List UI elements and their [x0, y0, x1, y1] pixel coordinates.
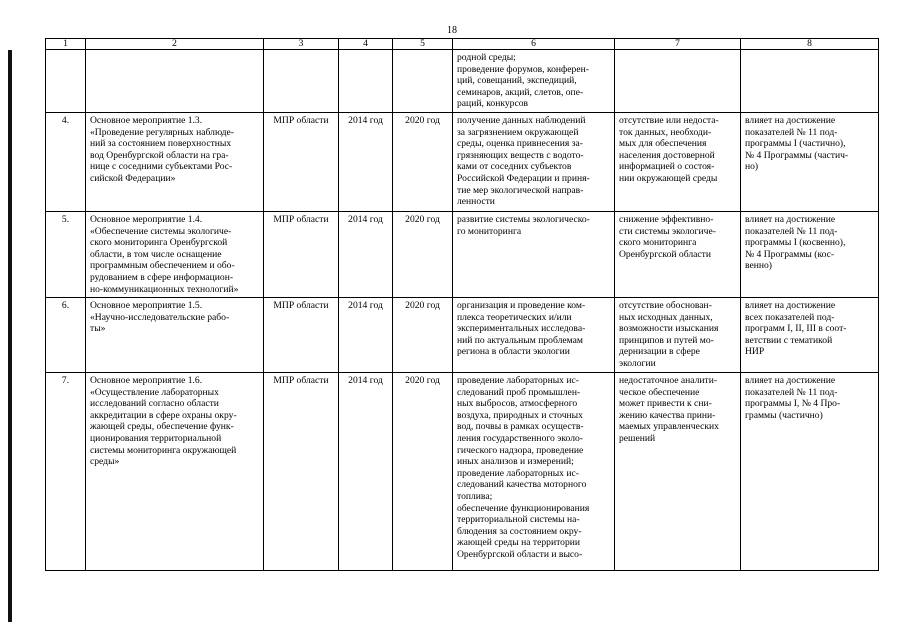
column-header: 6 — [453, 39, 615, 50]
column-header: 8 — [741, 39, 879, 50]
end-year-cell: 2020 год — [393, 298, 453, 373]
end-year-cell: 2020 год — [393, 212, 453, 298]
indicator-link-cell: влияет на достижение показателей № 11 под- программы I (частично), № 4 Программы (частич- но) — [741, 113, 879, 212]
row-number-cell: 5. — [46, 212, 86, 298]
end-year-cell — [393, 50, 453, 113]
activity-cell: Основное мероприятие 1.3. «Проведение регулярных наблюде- ний за состоянием поверхностных вод Оренбургской области на гра- нице с соседними субъектами Рос- сийской Федерации» — [86, 113, 264, 212]
activity-cell: Основное мероприятие 1.4. «Обеспечение системы экологиче- ского мониторинга Оренбургской области, в том числе оснащение программным обеспечением и обо- рудованием в сфере информацион- но-коммуникационных технологий» — [86, 212, 264, 298]
executor-cell — [264, 50, 339, 113]
table-row — [46, 373, 879, 571]
end-year-cell: 2020 год — [393, 113, 453, 212]
table-row — [46, 113, 879, 212]
activity-cell — [86, 50, 264, 113]
start-year-cell — [339, 50, 393, 113]
result-cell: родной среды; проведение форумов, конферен- ций, совещаний, экспедиций, семинаров, акций, слетов, опе- раций, конкурсов — [453, 50, 615, 113]
consequence-cell: отсутствие или недоста- ток данных, необходи- мых для обеспечения населения достоверной информацией о состоя- нии окружающей среды — [615, 113, 741, 212]
consequence-cell — [615, 50, 741, 113]
consequence-cell: снижение эффективно- сти системы экологиче- ского мониторинга Оренбургской области — [615, 212, 741, 298]
column-header: 4 — [339, 39, 393, 50]
consequence-cell: отсутствие обоснован- ных исходных данных, возможности изыскания принципов и путей мо- дернизации в сфере экологии — [615, 298, 741, 373]
start-year-cell: 2014 год — [339, 373, 393, 571]
table-row — [46, 50, 879, 113]
column-header: 1 — [46, 39, 86, 50]
table-row — [46, 298, 879, 373]
activity-cell: Основное мероприятие 1.6. «Осуществление лабораторных исследований согласно области аккредитации в сфере охраны окру- жающей среды, обеспечение функ- ционирования территориальной системы мониторинга окружающей среды» — [86, 373, 264, 571]
result-cell: развитие системы экологическо- го мониторинга — [453, 212, 615, 298]
executor-cell: МПР области — [264, 212, 339, 298]
column-header: 5 — [393, 39, 453, 50]
activities-table — [45, 38, 879, 571]
consequence-cell: недостаточное аналити- ческое обеспечение может привести к сни- жению качества прини- маемых управленческих решений — [615, 373, 741, 571]
row-number-cell: 7. — [46, 373, 86, 571]
indicator-link-cell: влияет на достижение показателей № 11 под- программы I, № 4 Про- граммы (частично) — [741, 373, 879, 571]
executor-cell: МПР области — [264, 373, 339, 571]
end-year-cell: 2020 год — [393, 373, 453, 571]
row-number-cell: 4. — [46, 113, 86, 212]
row-number-cell: 6. — [46, 298, 86, 373]
header-row — [46, 39, 879, 50]
indicator-link-cell — [741, 50, 879, 113]
result-cell: организация и проведение ком- плекса теоретических и/или экспериментальных исследова- ний по актуальным проблемам региона в области экологии — [453, 298, 615, 373]
indicator-link-cell: влияет на достижение показателей № 11 под- программы I (косвенно), № 4 Программы (кос- венно) — [741, 212, 879, 298]
result-cell: проведение лабораторных ис- следований проб промышлен- ных выбросов, атмосферного воздуха, природных и сточных вод, почвы в рамках осуществ- ления государственного эколо- гического надзора, проведение иных анализов и измерений; проведение лабораторных ис- следований качества моторного топлива; обеспечение функционирования территориальной системы на- блюдения за состоянием окру- жающей среды на территории Оренбургской области и высо- — [453, 373, 615, 571]
executor-cell: МПР области — [264, 113, 339, 212]
executor-cell: МПР области — [264, 298, 339, 373]
result-cell: получение данных наблюдений за загрязнением окружающей среды, оценка привнесения за- грязняющих веществ с водото- ками от соседних субъектов Российской Федерации и приня- тие мер экологической направ- ленности — [453, 113, 615, 212]
activity-cell: Основное мероприятие 1.5. «Научно-исследовательские рабо- ты» — [86, 298, 264, 373]
column-header: 7 — [615, 39, 741, 50]
indicator-link-cell: влияет на достижение всех показателей под- программ I, II, III в соот- ветствии с тематикой НИР — [741, 298, 879, 373]
table-row — [46, 212, 879, 298]
column-header: 3 — [264, 39, 339, 50]
scan-edge-bar — [8, 50, 12, 622]
start-year-cell: 2014 год — [339, 298, 393, 373]
column-header: 2 — [86, 39, 264, 50]
page-number: 18 — [447, 25, 457, 36]
row-number-cell — [46, 50, 86, 113]
start-year-cell: 2014 год — [339, 212, 393, 298]
start-year-cell: 2014 год — [339, 113, 393, 212]
